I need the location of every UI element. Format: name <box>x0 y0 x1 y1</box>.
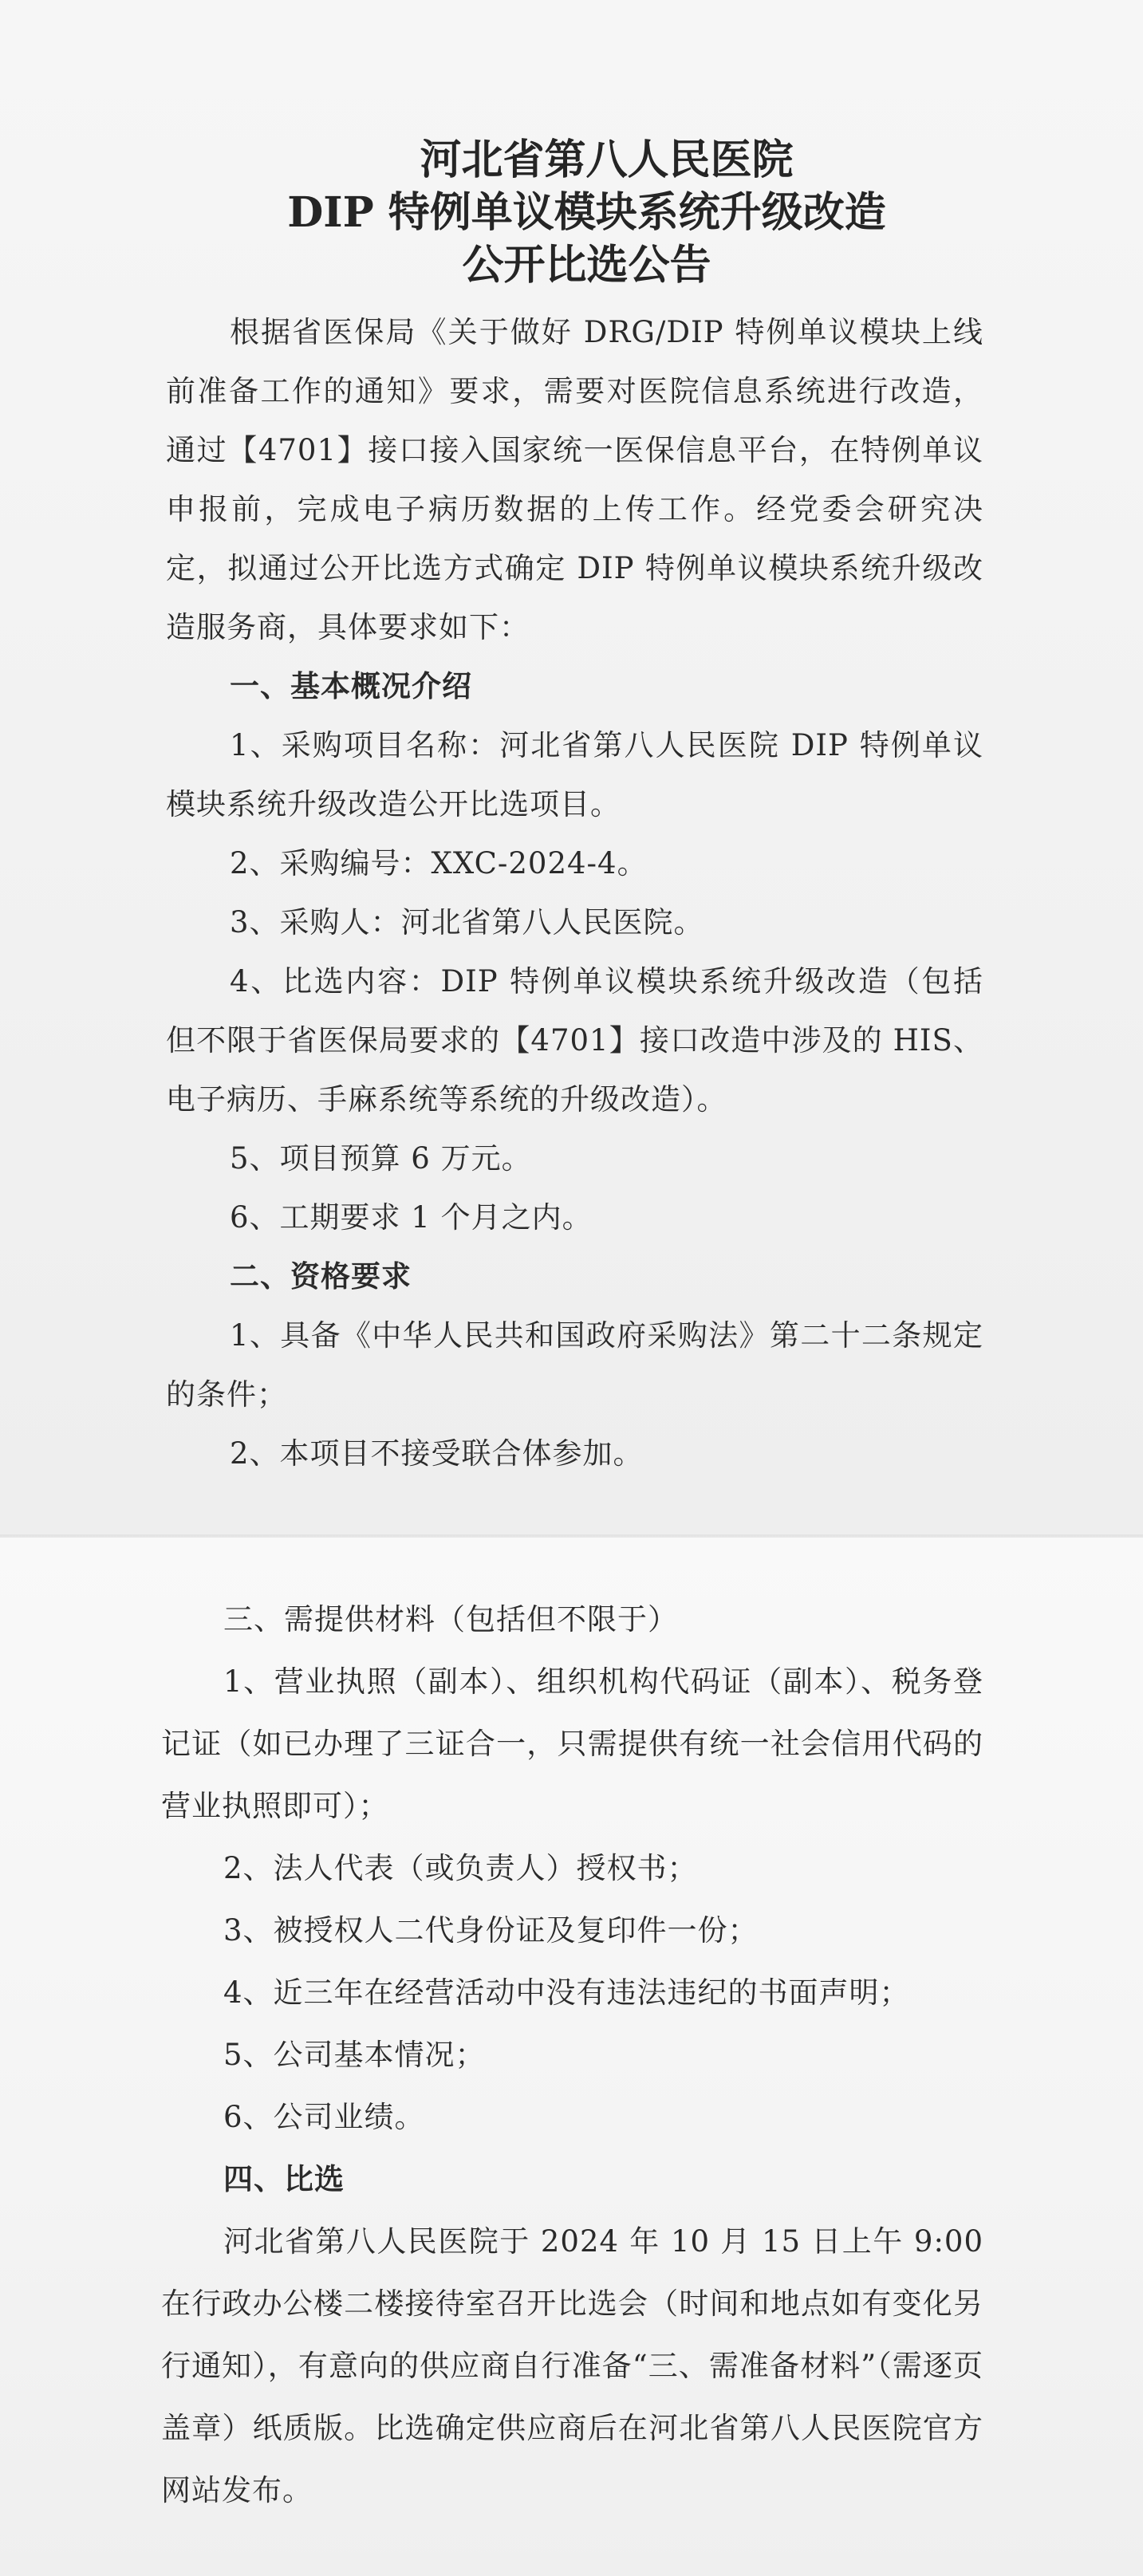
section-3-item: 6、公司业绩。 <box>223 2100 425 2134</box>
section-2-item: 2、本项目不接受联合体参加。 <box>230 1436 644 1471</box>
page-2 <box>0 1538 1143 2576</box>
section-1-item: 4、比选内容：DIP 特例单议模块系统升级改造（包括但不限于省医保局要求的【4701】接口改造中涉及的 HIS、电子病历、手麻系统等系统的升级改造）。 <box>166 964 983 1117</box>
section-2-heading: 二、资格要求 <box>230 1259 412 1294</box>
section-3-item: 2、法人代表（或负责人）授权书； <box>223 1851 698 1885</box>
title-announcement: 公开比选公告 <box>462 241 711 290</box>
intro-paragraph: 根据省医保局《关于做好 DRG/DIP 特例单议模块上线前准备工作的通知》要求，需要对医院信息系统进行改造，通过【4701】接口接入国家统一医保信息平台，在特例单议申报前，完成电子病历数据的上传工作。经党委会研究决定，拟通过公开比选方式确定 DIP 特例单议模块系统升级改造服务商，具体要求如下： <box>166 315 983 644</box>
section-3-item: 5、公司基本情况； <box>223 2038 486 2072</box>
section-1-item: 2、采购编号：XXC-2024-4。 <box>230 846 648 880</box>
section-1-item: 1、采购项目名称：河北省第八人民医院 DIP 特例单议模块系统升级改造公开比选项目。 <box>166 728 983 821</box>
section-1-heading: 一、基本概况介绍 <box>230 669 472 703</box>
title-hospital: 河北省第八人民医院 <box>420 136 794 184</box>
section-4-body: 河北省第八人民医院于 2024 年 10 月 15 日上午 9:00 在行政办公楼二楼接待室召开比选会（时间和地点如有变化另行通知），有意向的供应商自行准备“三、需准备材料”（需逐页盖章）纸质版。比选确定供应商后在河北省第八人民医院官方网站发布。 <box>161 2224 983 2507</box>
section-3-item: 1、营业执照（副本）、组织机构代码证（副本）、税务登记证（如已办理了三证合一，只需提供有统一社会信用代码的营业执照即可）； <box>161 1664 983 1823</box>
title-block <box>166 0 983 292</box>
section-3-heading: 三、需提供材料（包括但不限于） <box>223 1602 678 1637</box>
section-3-item: 3、被授权人二代身份证及复印件一份； <box>223 1913 759 1948</box>
section-4-heading: 四、比选 <box>223 2162 345 2196</box>
section-1-item: 3、采购人：河北省第八人民医院。 <box>230 905 704 939</box>
title-project: DIP 特例单议模块系统升级改造 <box>287 188 886 237</box>
section-1-item: 6、工期要求 1 个月之内。 <box>230 1200 593 1235</box>
section-1-item: 5、项目预算 6 万元。 <box>230 1141 532 1176</box>
page-2-content <box>161 1538 983 2522</box>
section-3-item: 4、近三年在经营活动中没有违法违纪的书面声明； <box>223 1975 910 2010</box>
section-2-item: 1、具备《中华人民共和国政府采购法》第二十二条规定的条件； <box>166 1318 983 1412</box>
